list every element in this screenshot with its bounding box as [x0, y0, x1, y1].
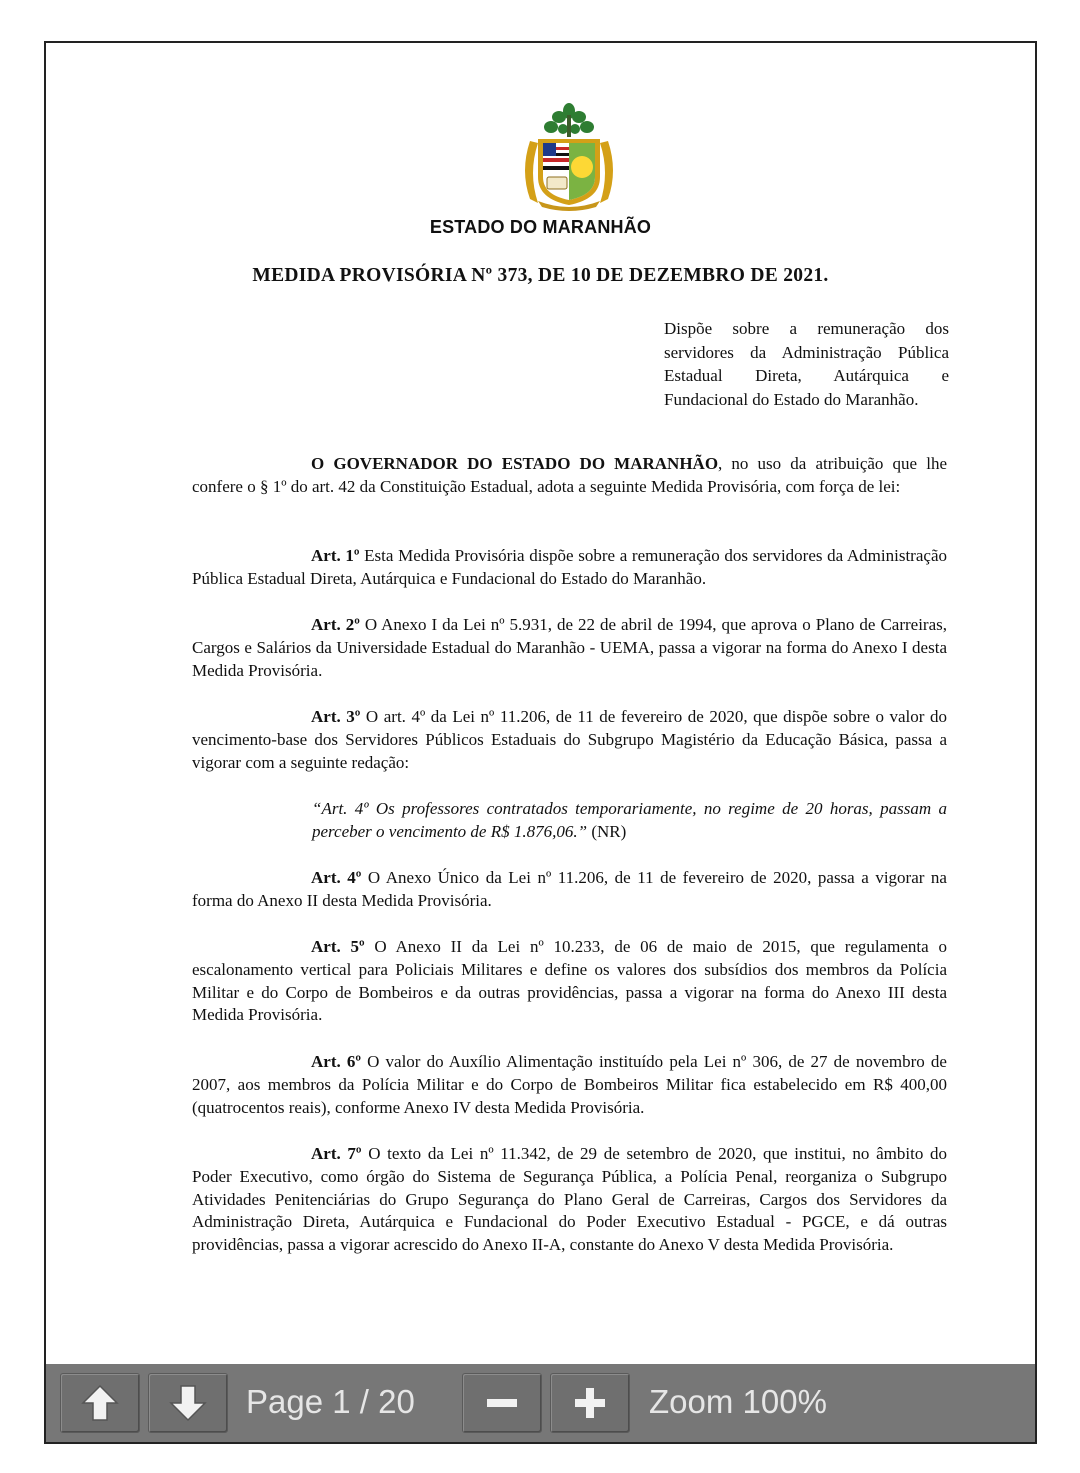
preamble-bold: O GOVERNADOR DO ESTADO DO MARANHÃO — [311, 454, 719, 473]
quote-text: “Art. 4º Os professores contratados temporariamente, no regime de 20 horas, passam a perceber o vencimento de R$ 1.876,06.” — [312, 799, 947, 841]
article-label: Art. 3º — [311, 707, 361, 726]
quote-suffix: (NR) — [587, 821, 627, 841]
coat-of-arms-icon — [516, 101, 622, 213]
ementa: Dispõe sobre a remuneração dos servidores da Administração Pública Estadual Direta, Autárquica e Fundacional do Estado do Maranhão. — [664, 319, 949, 409]
article-label: Art. 1º — [311, 546, 360, 565]
zoom-out-button[interactable] — [462, 1373, 542, 1433]
preamble — [192, 453, 947, 499]
article-text: O Anexo Único da Lei nº 11.206, de 11 de fevereiro de 2020, passa a vigorar na forma do Anexo II desta Medida Provisória. — [192, 868, 947, 910]
document-viewer[interactable] — [44, 41, 1037, 1444]
article-1 — [192, 545, 947, 591]
zoom-indicator: Zoom 100% — [649, 1383, 827, 1420]
article-label: Art. 4º — [311, 868, 362, 887]
article-2 — [192, 614, 947, 682]
quoted-article — [312, 798, 947, 844]
article-3 — [192, 706, 947, 774]
article-7 — [192, 1143, 947, 1257]
preamble-text: , no uso da atribuição que lhe confere o § 1º do art. 42 da Constituição Estadual, adota a seguinte Medida Provisória, com força de lei: — [192, 454, 947, 496]
article-4 — [192, 867, 947, 913]
article-text: O Anexo II da Lei nº 10.233, de 06 de maio de 2015, que regulamenta o escalonamento vertical para Policiais Militares e define os valores dos subsídios dos membros da Polícia Militar e do Corpo de Bombeiros e da outras providências, passa a vigorar na forma do Anexo III desta Medida Provisória. — [192, 937, 947, 1025]
page-indicator: Page 1 / 20 — [246, 1383, 415, 1420]
previous-page-button[interactable] — [60, 1373, 140, 1433]
article-label: Art. 6º — [311, 1052, 361, 1071]
zoom-in-button[interactable] — [550, 1373, 630, 1433]
article-5 — [192, 936, 947, 1027]
article-6 — [192, 1051, 947, 1119]
state-name: ESTADO DO MARANHÃO — [429, 217, 652, 237]
article-text: Esta Medida Provisória dispõe sobre a remuneração dos servidores da Administração Pública Estadual Direta, Autárquica e Fundacional do Estado do Maranhão. — [192, 546, 947, 588]
arrow-up-icon — [79, 1382, 121, 1424]
article-label: Art. 5º — [311, 937, 365, 956]
article-text: O valor do Auxílio Alimentação instituído pela Lei nº 306, de 27 de novembro de 2007, aos membros da Polícia Militar e do Corpo de Bombeiros Militar fica estabelecido em R$ 400,00 (quatrocentos reais), conforme Anexo IV desta Medida Provisória. — [192, 1052, 947, 1117]
document-title: MEDIDA PROVISÓRIA Nº 373, DE 10 DE DEZEMBRO DE 2021. — [252, 265, 829, 286]
article-text: O Anexo I da Lei nº 5.931, de 22 de abril de 1994, que aprova o Plano de Carreiras, Cargos e Salários da Universidade Estadual do Maranhão - UEMA, passa a vigorar na forma do Anexo I desta Medida Provisória. — [192, 615, 947, 680]
arrow-down-icon — [167, 1382, 209, 1424]
article-label: Art. 7º — [311, 1144, 362, 1163]
article-label: Art. 2º — [311, 615, 360, 634]
minus-icon — [482, 1383, 522, 1423]
article-text: O art. 4º da Lei nº 11.206, de 11 de fevereiro de 2020, que dispõe sobre o valor do vencimento-base dos Servidores Públicos Estaduais do Subgrupo Magistério da Educação Básica, passa a vigorar com a seguinte redação: — [192, 707, 947, 772]
next-page-button[interactable] — [148, 1373, 228, 1433]
document-page — [46, 43, 1035, 1442]
viewer-toolbar — [46, 1364, 1035, 1444]
plus-icon — [570, 1383, 610, 1423]
article-text: O texto da Lei nº 11.342, de 29 de setembro de 2020, que institui, no âmbito do Poder Executivo, como órgão do Sistema de Segurança Pública, a Polícia Penal, reorganiza o Subgrupo Atividades Penitenciárias do Grupo Segurança do Plano Geral de Carreiras, Cargos dos Servidores da Administração Direta, Autárquica e Fundacional do Poder Executivo Estadual - PGCE, e dá outras providências, passa a vigorar acrescido do Anexo II-A, constante do Anexo V desta Medida Provisória. — [192, 1144, 947, 1255]
